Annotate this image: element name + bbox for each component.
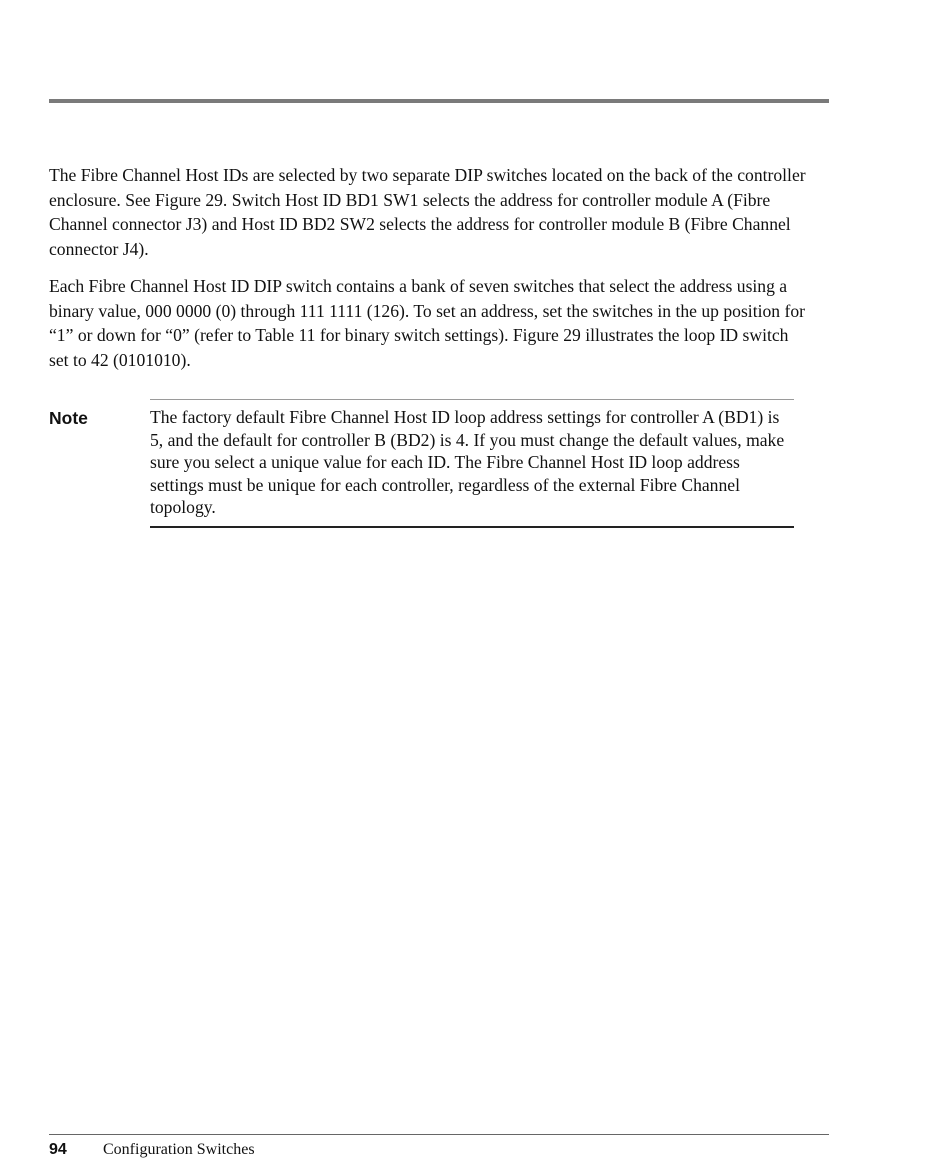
body-paragraph-1: The Fibre Channel Host IDs are selected by two separate DIP switches located on the back of the controller enclosure. See Figure 29. Switch Host ID BD1 SW1 selects the address for controller module A (Fibre Channel connector J3) and Host ID BD2 SW2 selects the address for controller module B (Fibre Channel connector J4). bbox=[49, 165, 806, 259]
note-text: The factory default Fibre Channel Host ID loop address settings for controller A (BD1) is 5, and the default for controller B (BD2) is 4. If you must change the default values, make sure you select a unique value for each ID. The Fibre Channel Host ID loop address settings must be unique for each controller, regardless of the external Fibre Channel topology. bbox=[150, 407, 785, 518]
note-label: Note bbox=[49, 408, 88, 428]
page-number: 94 bbox=[49, 1141, 67, 1158]
footer-section-title: Configuration Switches bbox=[103, 1141, 255, 1158]
header-rule bbox=[49, 99, 829, 103]
note-top-rule bbox=[150, 399, 794, 400]
note-bottom-rule bbox=[150, 526, 794, 528]
body-paragraph-2: Each Fibre Channel Host ID DIP switch contains a bank of seven switches that select the address using a binary value, 000 0000 (0) through 111 1111 (126). To set an address, set the switches in the up position for “1” or down for “0” (refer to Table 11 for binary switch settings). Figure 29 illustrates the loop ID switch set to 42 (0101010). bbox=[49, 276, 805, 370]
footer-rule bbox=[49, 1134, 829, 1135]
